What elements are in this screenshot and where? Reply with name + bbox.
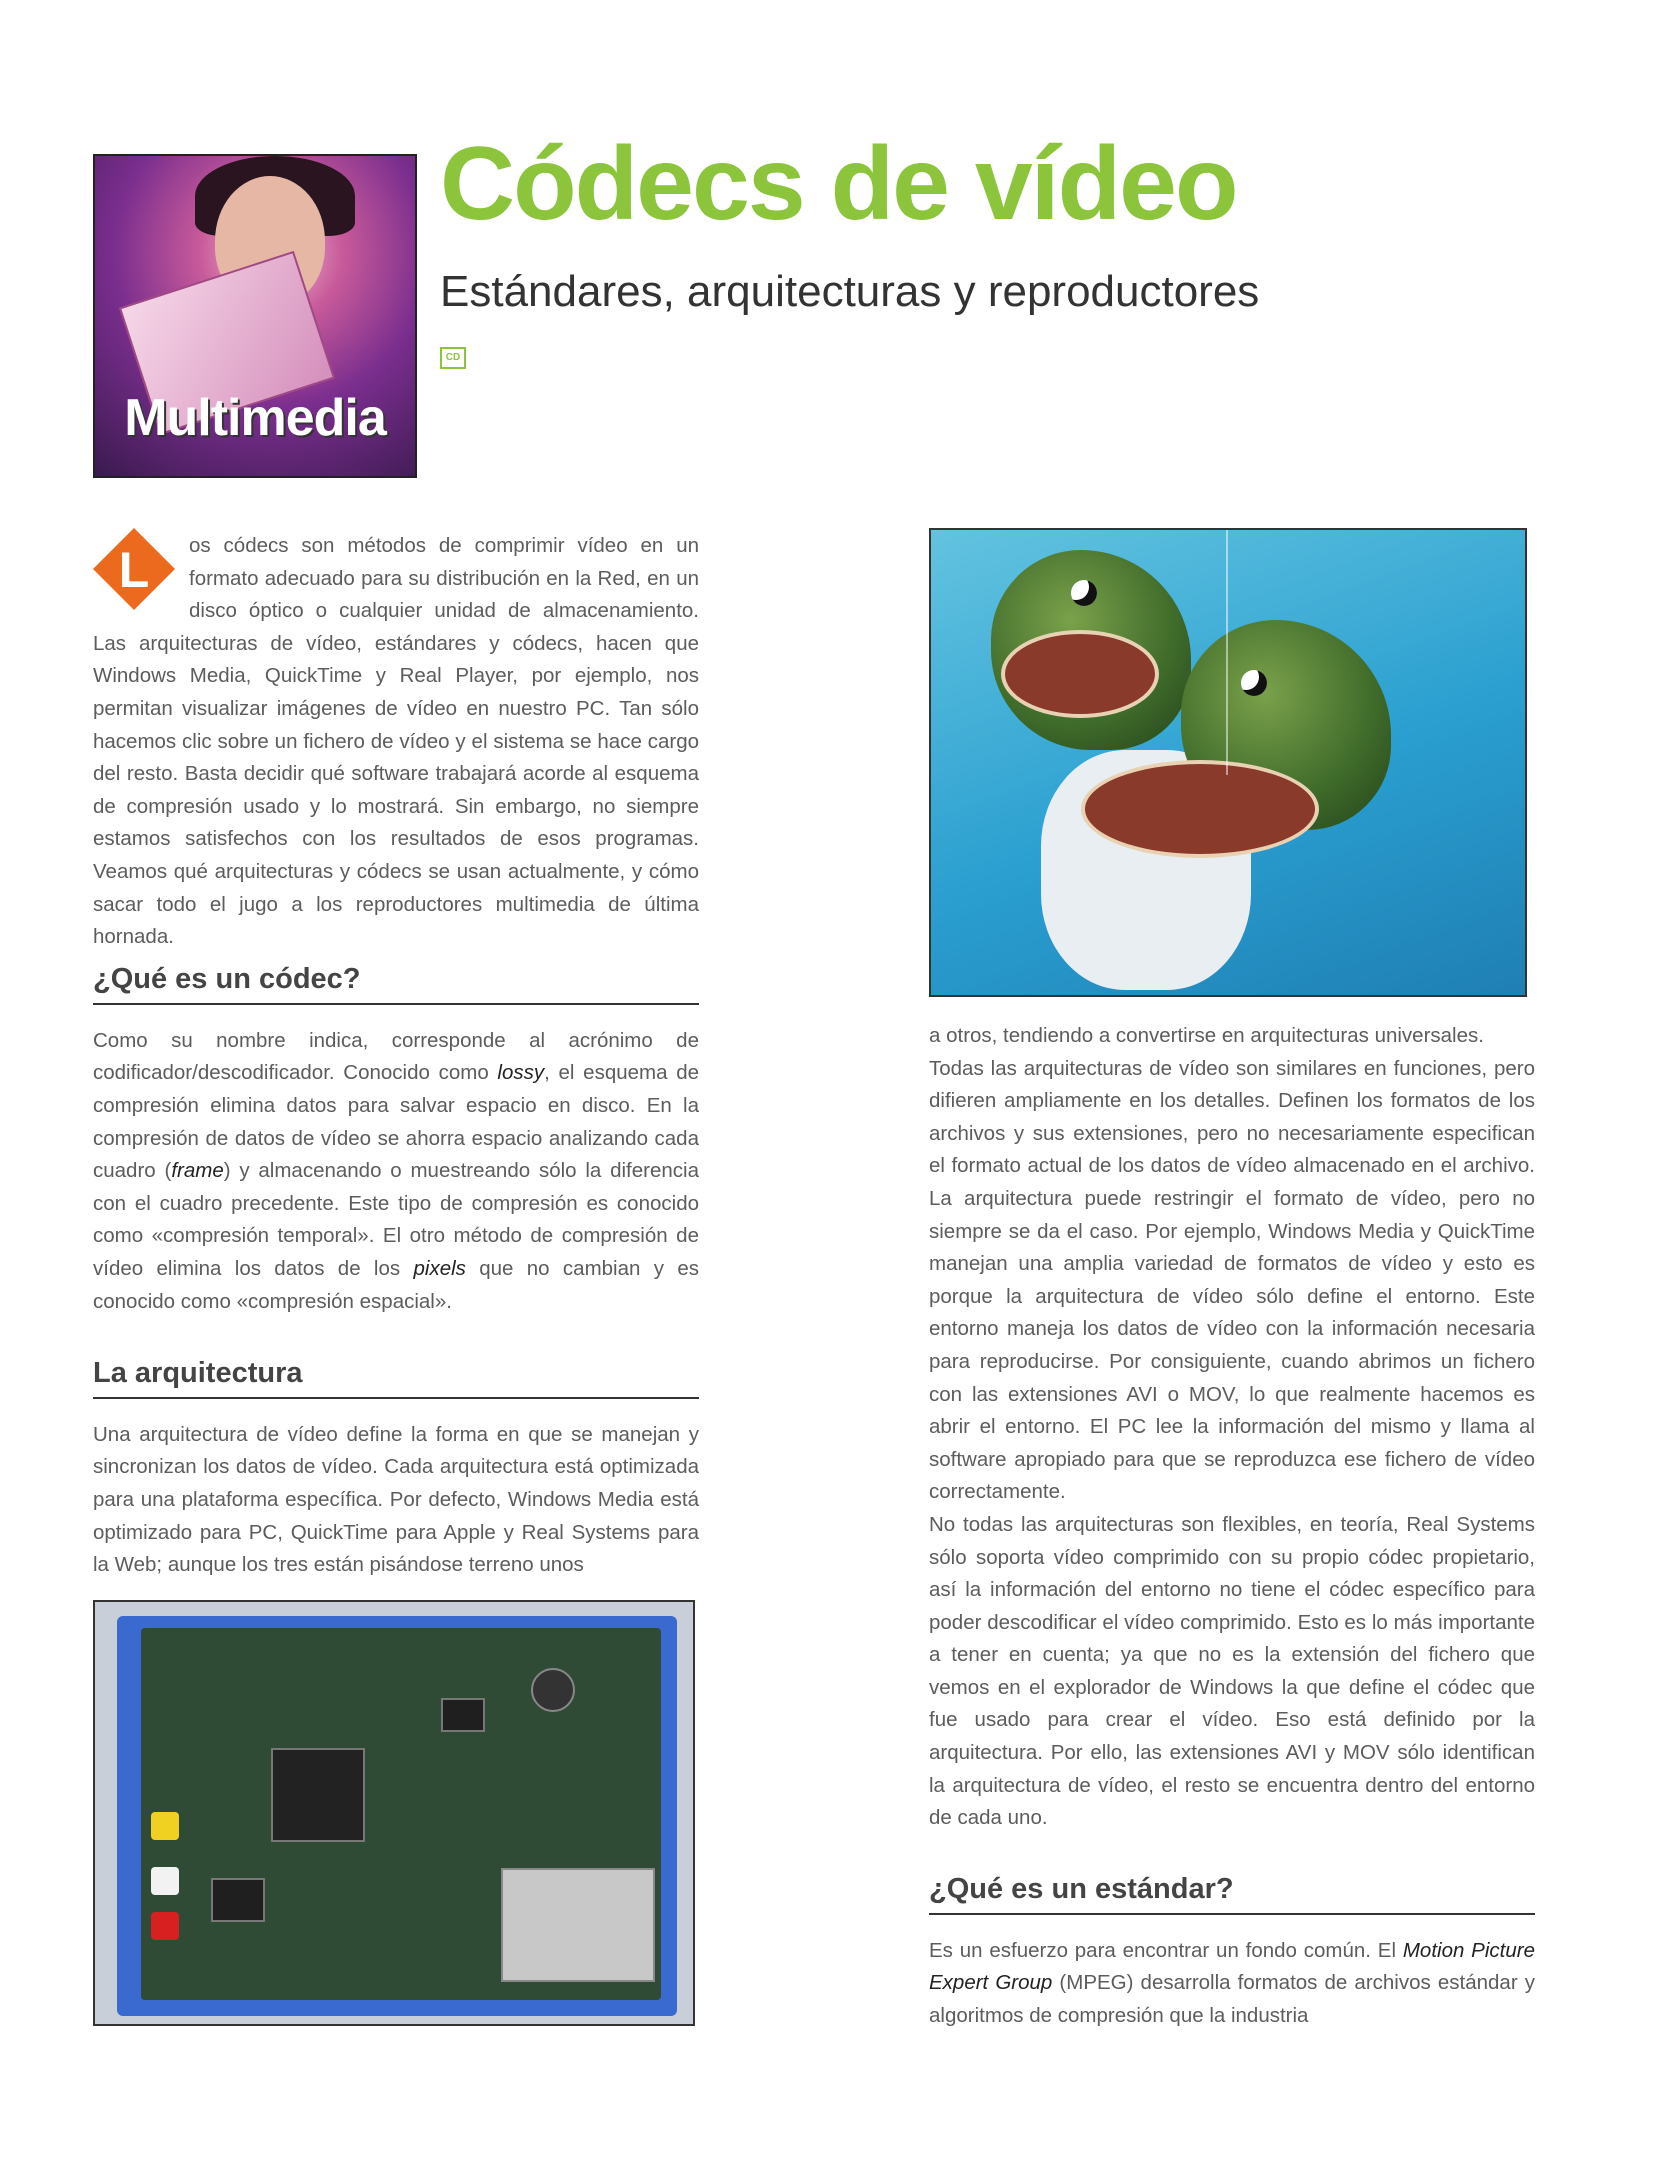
term-pixels: pixels <box>413 1256 466 1280</box>
heading-estandar: ¿Qué es un estándar? <box>929 1872 1535 1915</box>
cd-icon: CD <box>440 347 466 369</box>
right-paragraph-2: Todas las arquitecturas de vídeo son similares en funciones, pero difieren ampliamente en los detalles. Definen los formatos de los archivos y sus extensiones, pero no necesariamente especifican el formato actual de los datos de vídeo almacenado en el archivo. La arquitectura puede restringir el formato de vídeo, pero no siempre se da el caso. Por ejemplo, Windows Media y QuickTime manejan una amplia variedad de formatos de vídeo y esto es porque la arquitectura de vídeo sólo define el entorno. Este entorno maneja los datos de vídeo con la información necesaria para reproducirse. Por consiguiente, cuando abrimos un fichero con las extensiones AVI o MOV, lo que realmente hacemos es abrir el entorno. El PC lee la información del mismo y llama al software apropiado para que se reproduzca ese fichero de vídeo correctamente. <box>929 1056 1535 1504</box>
right-column-text <box>929 1020 1535 1835</box>
section-codec <box>93 962 699 1318</box>
arquitectura-paragraph: Una arquitectura de vídeo define la forma en que se manejan y sincronizan los datos de vídeo. Cada arquitectura está optimizada para una plataforma específica. Por defecto, Windows Media está optimizado para PC, QuickTime para Apple y Real Systems para la Web; aunque los tres están pisándose terreno unos <box>93 1422 699 1577</box>
video-codec-sample-photo <box>929 528 1527 997</box>
codec-paragraph: Como su nombre indica, corresponde al acrónimo de codificador/descodificador. Conocido como lossy, el esquema de compresión elimina datos para salvar espacio en disco. En la compresión de datos de vídeo se ahorra espacio analizando cada cuadro (frame) y almacenando o muestreando sólo la diferencia con el cuadro precedente. Este tipo de compresión es conocido como «compresión temporal». El otro método de compresión de vídeo elimina los datos de los pixels que no cambian y es conocido como «compresión espacial». <box>93 1028 700 1313</box>
term-mpeg: Motion Picture Expert Group <box>929 1938 1535 1995</box>
right-paragraph-1: a otros, tendiendo a convertirse en arquitecturas universales. <box>929 1024 1484 1047</box>
intro-text: os códecs son métodos de comprimir vídeo en un formato adecuado para su distribución en la Red, en un disco óptico o cualquier unidad de almacenamiento. Las arquitecturas de vídeo, estándares y códecs, hacen que Windows Media, QuickTime y Real Player, por ejemplo, nos permitan visualizar imágenes de vídeo en nuestro PC. Tan sólo hacemos clic sobre un fichero de vídeo y el sistema se hace cargo del resto. Basta decidir qué software trabajará acorde al esquema de compresión usado y lo mostrará. Sin embargo, no siempre estamos satisfechos con los resultados de esos programas. Veamos qué arquitecturas y códecs se usan actualmente, y cómo sacar todo el jugo a los reproductores multimedia de última hornada. <box>93 534 699 949</box>
intro-paragraph <box>93 530 699 954</box>
section-arquitectura <box>93 1356 699 1582</box>
heading-arquitectura: La arquitectura <box>93 1356 699 1399</box>
intro-block <box>93 530 699 954</box>
page-title: Códecs de vídeo <box>440 126 1237 242</box>
multimedia-section-badge <box>93 154 417 478</box>
page-subtitle: Estándares, arquitecturas y reproductores <box>440 267 1260 316</box>
right-paragraph-3: No todas las arquitecturas son flexibles, en teoría, Real Systems sólo soporta vídeo comprimido con su propio códec propietario, así la información del entorno no tiene el códec específico para poder descodificar el vídeo comprimido. Esto es lo más importante a tener en cuenta; ya que no es la extensión del fichero que vemos en el explorador de Windows la que define el códec que fue usado para crear el vídeo. Eso está definido por la arquitectura. Por ello, las extensiones AVI y MOV sólo identifican la arquitectura de vídeo, el resto se encuentra dentro del entorno de cada uno. <box>929 1512 1535 1830</box>
term-lossy: lossy <box>497 1061 545 1085</box>
circuit-board-photo <box>93 1600 695 2026</box>
section-estandar <box>929 1872 1535 2033</box>
estandar-paragraph: Es un esfuerzo para encontrar un fondo común. El Motion Picture Expert Group (MPEG) desarrolla formatos de archivos estándar y algoritmos de compresión que la industria <box>929 1938 1535 2027</box>
badge-word: Multimedia <box>124 389 386 447</box>
heading-codec: ¿Qué es un códec? <box>93 962 699 1005</box>
term-frame: frame <box>171 1159 224 1183</box>
dropcap-diamond-icon: L <box>93 532 181 616</box>
